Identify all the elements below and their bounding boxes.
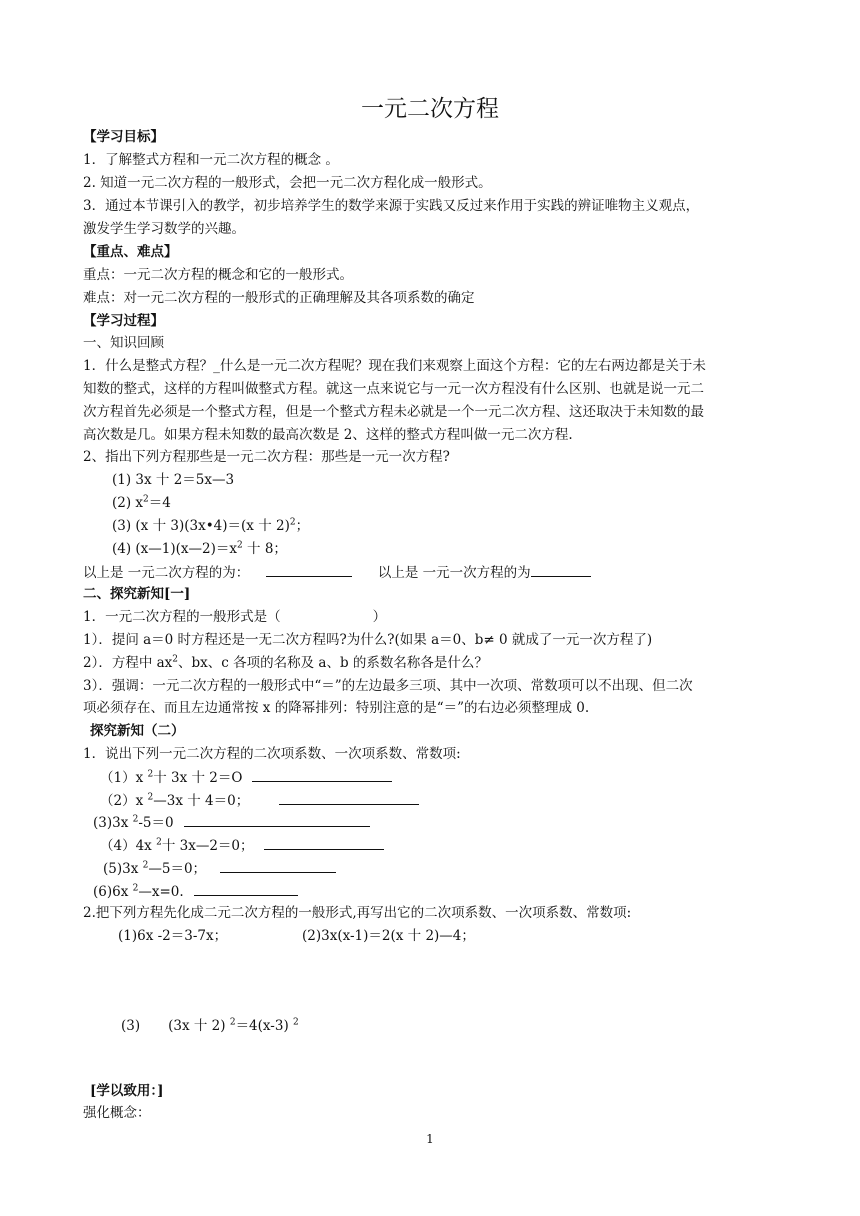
goal-item: 3．通过本节课引入的教学，初步培养学生的数学来源于实践又反过来作用于实践的辨证唯物主义观点， xyxy=(83,198,700,214)
problem-3: (3) (3x 十 2) $^2$＝4(x-3) $^2$ xyxy=(121,1017,299,1034)
explore2-heading: 探究新知（二） xyxy=(90,723,185,739)
explore2-question-1: 1．说出下列一元二次方程的二次项系数、一次项系数、常数项: xyxy=(83,746,461,762)
answer-quadratic-blank[interactable] xyxy=(266,563,352,577)
paragraph-line: 次方程首先必须是一个整式方程，但是一个整式方程未必就是一个一元二次方程、这还取决于未知数的最 xyxy=(83,404,704,420)
answer-linear-label: 以上是 一元一次方程的为 xyxy=(377,565,531,581)
goal-item: 2. 知道一元二次方程的一般形式，会把一元二次方程化成一般形式。 xyxy=(83,175,492,191)
goal-item: 1．了解整式方程和一元二次方程的概念 。 xyxy=(83,152,339,168)
paragraph-line: 高次数是几。如果方程未知数的最高次数是 2、这样的整式方程叫做一元二次方程. xyxy=(83,427,573,443)
exercise-4-blank[interactable] xyxy=(264,836,384,850)
exercise-2-blank[interactable] xyxy=(279,791,419,805)
key-heading: 【重点、难点】 xyxy=(83,244,178,260)
equation-1: (1) 3x 十 2＝5x—3 xyxy=(112,472,235,488)
explore1-line: 1）．提问 a＝0 时方程还是一无二次方程吗?为什么?(如果 a＝0、b≠ 0 就成了一元一次方程了) xyxy=(83,632,653,648)
exercise-1-blank[interactable] xyxy=(252,768,392,782)
difficulty-text: 难点：对一元二次方程的一般形式的正确理解及其各项系数的确定 xyxy=(83,290,475,306)
question-2: 2、指出下列方程那些是一元二次方程：那些是一元一次方程? xyxy=(83,449,450,465)
exercise-5: (5)3x $^2$—5＝0； xyxy=(103,859,336,878)
exercise-6: (6)6x $^2$—x=0. xyxy=(93,882,298,901)
review-heading: 一、知识回顾 xyxy=(83,335,164,351)
exercise-1: （1）x $^2$十 3x 十 2＝O xyxy=(100,768,392,787)
focus-text: 重点：一元二次方程的概念和它的一般形式。 xyxy=(83,267,353,283)
explore1-heading: 二、探究新知[一] xyxy=(83,586,191,602)
answer-linear-blank[interactable] xyxy=(531,563,591,577)
page-title: 一元二次方程 xyxy=(361,96,499,122)
exercise-3: (3)3x $^2$-5＝0 xyxy=(93,813,370,832)
explore1-line: 项必须存在、而且左边通常按 x 的降幂排列：特别注意的是“＝”的右边必须整理成 0. xyxy=(83,700,590,716)
paragraph-line: 知数的整式，这样的方程叫做整式方程。就这一点来说它与一元一次方程没有什么区别、也就是说一元二 xyxy=(83,381,704,397)
apply-line: 强化概念： xyxy=(83,1105,151,1121)
explore2-question-2: 2.把下列方程先化成二元二次方程的一般形式,再写出它的二次项系数、一次项系数、常数项: xyxy=(83,905,632,921)
explore1-line: 3）．强调：一元二次方程的一般形式中“＝”的左边最多三项、其中一次项、常数项可以不出现、但二次 xyxy=(83,678,693,694)
exercise-3-blank[interactable] xyxy=(184,813,370,827)
exercise-4: （4）4x $^2$十 3x—2＝0； xyxy=(100,836,384,855)
goal-item: 激发学生学习数学的兴趣。 xyxy=(83,221,245,237)
problem-1: (1)6x -2＝3-7x； xyxy=(118,928,228,944)
explore1-line: 2）．方程中 $ax^2$、bx、c 各项的名称及 a、b 的系数名称各是什么？ xyxy=(83,654,488,671)
goals-heading: 【学习目标】 xyxy=(83,129,164,145)
exercise-5-blank[interactable] xyxy=(220,859,336,873)
equation-3: (3) (x 十 3)(3x•4)＝(x 十 2)$^2$； xyxy=(112,517,310,534)
problem-2: (2)3x(x-1)＝2(x 十 2)—4； xyxy=(302,928,475,944)
exercise-2: （2）x $^2$—3x 十 4＝0； xyxy=(100,791,419,810)
exercise-6-blank[interactable] xyxy=(194,882,298,896)
answer-quadratic-label: 以上是 一元二次方程的为： xyxy=(83,565,250,581)
process-heading: 【学习过程】 xyxy=(83,313,164,329)
equation-2: (2) $x^2=4$ xyxy=(112,494,171,511)
equation-4: (4) $(x—1)(x—2)=x^2$ 十 8； xyxy=(112,540,287,557)
answer-line xyxy=(83,563,591,582)
paragraph-line: 1．什么是整式方程？_什么是一元二次方程呢？现在我们来观察上面这个方程：它的左右两边都是关于未 xyxy=(83,358,706,374)
general-form-line: 1．一元二次方程的一般形式是（ ） xyxy=(83,609,387,625)
page-number: 1 xyxy=(426,1132,434,1146)
apply-heading: [学以致用：] xyxy=(90,1083,164,1099)
